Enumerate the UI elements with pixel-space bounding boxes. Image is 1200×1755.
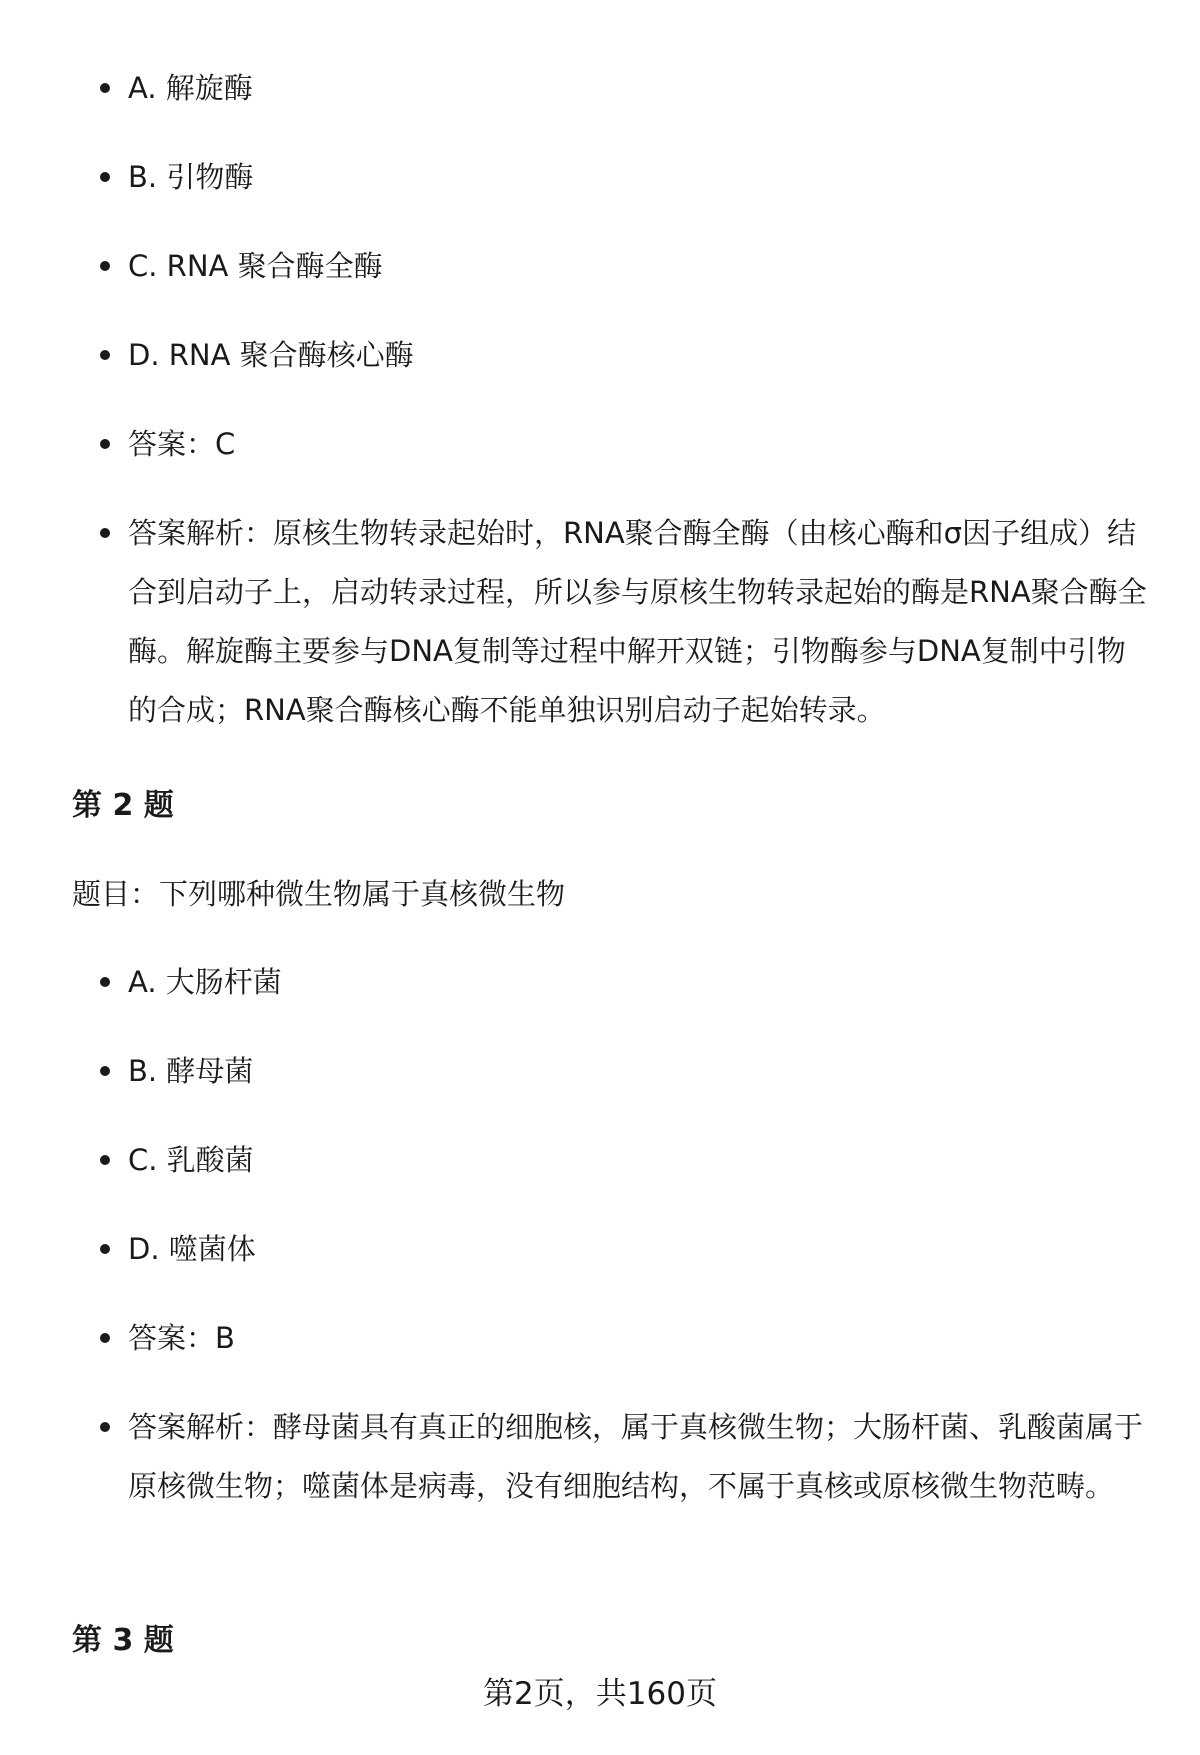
page-number-footer: 第2页，共160页 — [483, 1676, 717, 1712]
q2-stem: 题目：下列哪种微生物属于真核微生物 — [72, 877, 566, 911]
q3-heading: 第 3 题 — [72, 1623, 174, 1658]
q2-option-list — [72, 953, 1152, 1398]
q1-explanation-list — [72, 504, 1152, 740]
q2-explanation: 答案解析：酵母菌具有真正的细胞核，属于真核微生物；大肠杆菌、乳酸菌属于原核微生物；噬菌体是病毒，没有细胞结构，不属于真核或原核微生物范畴。 — [72, 1398, 1152, 1516]
q2-heading: 第 2 题 — [72, 788, 174, 823]
document-page — [72, 0, 1152, 1755]
q1-option-d: D. RNA 聚合酶核心酶 — [72, 326, 1152, 385]
q2-option-d: D. 噬菌体 — [72, 1220, 1152, 1279]
q2-option-c: C. 乳酸菌 — [72, 1131, 1152, 1190]
q1-option-list — [72, 59, 1152, 504]
q1-option-c: C. RNA 聚合酶全酶 — [72, 237, 1152, 296]
q2-explanation-list — [72, 1398, 1152, 1516]
q1-answer: 答案：C — [72, 415, 1152, 474]
q2-option-b: B. 酵母菌 — [72, 1042, 1152, 1101]
q2-option-a: A. 大肠杆菌 — [72, 953, 1152, 1012]
q1-option-b: B. 引物酶 — [72, 148, 1152, 207]
q1-option-a: A. 解旋酶 — [72, 59, 1152, 118]
q2-answer: 答案：B — [72, 1309, 1152, 1368]
q1-explanation: 答案解析：原核生物转录起始时，RNA聚合酶全酶（由核心酶和σ因子组成）结合到启动子上，启动转录过程，所以参与原核生物转录起始的酶是RNA聚合酶全酶。解旋酶主要参与DNA复制等过程中解开双链；引物酶参与DNA复制中引物的合成；RNA聚合酶核心酶不能单独识别启动子起始转录。 — [72, 504, 1152, 740]
